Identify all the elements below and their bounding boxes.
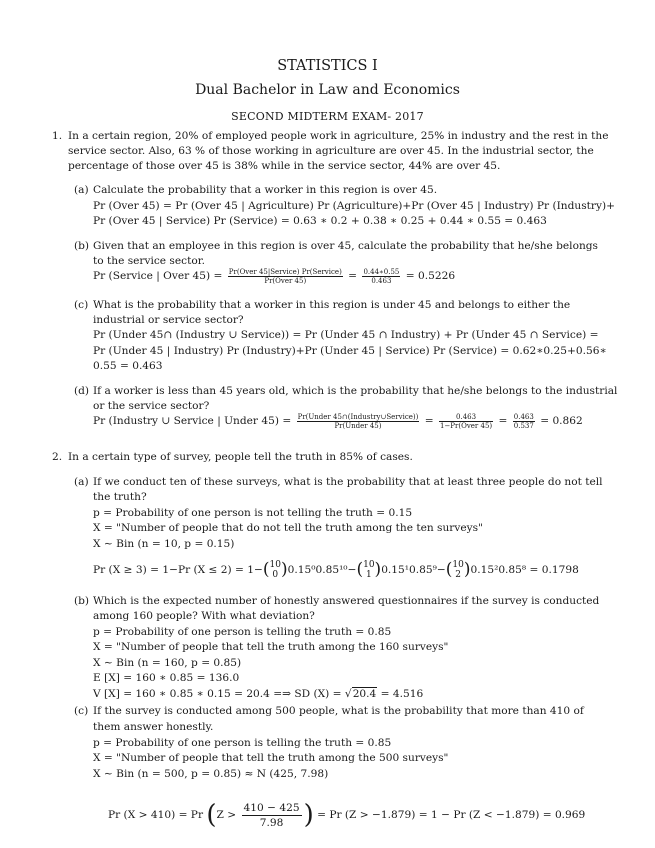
q2a-minus: − <box>436 564 446 576</box>
q1c-answer-line: Pr (Under 45 | Industry) Pr (Industry)+Pr (Under 45 | Service) Pr (Service) = 0.62∗0.25+0.56∗ <box>93 345 607 357</box>
q1c-question-line: industrial or service sector? <box>93 314 244 326</box>
q2a-binom-k: 0 <box>272 570 279 580</box>
q2a-binom-k: 1 <box>365 570 372 580</box>
q2b-variance-lhs: V [X] = 160 ∗ 0.85 ∗ 0.15 = 20.4 =⇒ SD (X) = √ <box>93 688 352 700</box>
q1d-fraction-3 <box>513 413 535 430</box>
q2a-binom-n: 10 <box>269 560 281 570</box>
q1-intro-line: percentage of those over 45 is 38% while in the service sector, 44% are over 45. <box>68 160 501 172</box>
q2c-z: Z > <box>216 809 237 821</box>
q2-intro: In a certain type of survey, people tell the truth in 85% of cases. <box>68 451 413 463</box>
q1b-fraction <box>228 268 343 285</box>
q2b-label: (b) <box>74 595 90 607</box>
q2c-question-line: If the survey is conducted among 500 people, what is the probability that more than 410 of <box>93 705 584 717</box>
q1b-frac-denominator: Pr(Over 45) <box>264 276 307 285</box>
q2c-frac-numerator: 410 − 425 <box>243 801 300 814</box>
q2c-close-paren: ) <box>303 800 314 830</box>
q2a-binomial-0: ( 10 0 ) <box>262 559 288 580</box>
q2b-expectation: E [X] = 160 ∗ 0.85 = 136.0 <box>93 672 240 684</box>
q2c-lhs: Pr (X > 410) = Pr <box>108 809 204 821</box>
q1d-fraction <box>297 413 420 430</box>
q2c-standardization <box>242 801 302 830</box>
q2a-binom-n: 10 <box>452 560 464 570</box>
q2c-distribution: X ∼ Bin (n = 500, p = 0.85) ≈ N (425, 7.98) <box>93 768 329 780</box>
q1a-answer-line: Pr (Over 45 | Service) Pr (Service) = 0.63 ∗ 0.2 + 0.38 ∗ 0.25 + 0.44 ∗ 0.55 = 0.463 <box>93 215 547 227</box>
q2b-question-line: Which is the expected number of honestly answered questionnaires if the survey is conducted <box>93 595 600 607</box>
q1d-frac2-denominator: 1−Pr(Over 45) <box>439 421 493 430</box>
q1b-frac2-denominator: 0.463 <box>371 276 392 285</box>
q1d-equals: = <box>498 415 508 427</box>
q1b-question-line: to the service sector. <box>93 255 205 267</box>
q2a-binom-n: 10 <box>363 560 375 570</box>
q1c-question-line: What is the probability that a worker in this region is under 45 and belongs to either the <box>93 299 571 311</box>
q2b-distribution: X ∼ Bin (n = 160, p = 0.85) <box>93 657 242 669</box>
q2-number: 2. <box>52 451 63 463</box>
q2a-term-2: 0.15²0.85⁸ <box>470 564 527 576</box>
q2a-p-definition: p = Probability of one person is not telling the truth = 0.15 <box>93 507 413 519</box>
q1d-fraction-2 <box>439 413 493 430</box>
q1d-answer <box>93 411 583 431</box>
q1c-label: (c) <box>74 299 89 311</box>
q2a-result: = 0.1798 <box>529 564 579 576</box>
q1d-question-line: or the service sector? <box>93 400 210 412</box>
q1d-label: (d) <box>74 385 90 397</box>
q2a-term-0: 0.15⁰0.85¹⁰ <box>287 564 348 576</box>
q2c-result: = Pr (Z > −1.879) = 1 − Pr (Z < −1.879) = 0.969 <box>317 809 586 821</box>
q1d-frac3-denominator: 0.537 <box>513 421 534 430</box>
q2b-sd-result: = 4.516 <box>377 688 424 700</box>
q2c-p-definition: p = Probability of one person is telling the truth = 0.85 <box>93 737 392 749</box>
q2c-calculation <box>108 799 585 831</box>
q2c-open-paren: ( <box>206 800 217 830</box>
q1d-frac2-numerator: 0.463 <box>439 413 493 422</box>
q1c-answer-line: 0.55 = 0.463 <box>93 360 163 372</box>
q2c-label: (c) <box>74 705 89 717</box>
q1-intro-line: In a certain region, 20% of employed people work in agriculture, 25% in industry and the rest in the <box>68 130 609 142</box>
q2a-distribution: X ∼ Bin (n = 10, p = 0.15) <box>93 538 235 550</box>
q1d-lhs: Pr (Industry ∪ Service | Under 45) = <box>93 415 292 427</box>
course-title: STATISTICS I <box>277 58 378 74</box>
q2a-binomial-2: ( 10 2 ) <box>445 559 471 580</box>
q1d-question-line: If a worker is less than 45 years old, which is the probability that he/she belongs to the industrial <box>93 385 618 397</box>
q1b-frac-numerator: Pr(Over 45|Service) Pr(Service) <box>228 267 342 276</box>
q1d-result: = 0.862 <box>540 415 583 427</box>
q1a-answer-line: Pr (Over 45) = Pr (Over 45 | Agriculture) Pr (Agriculture)+Pr (Over 45 | Industry) Pr (Industry)+ <box>93 200 615 212</box>
q2b-question-line: among 160 people? With what deviation? <box>93 610 315 622</box>
q1d-frac-denominator: Pr(Under 45) <box>334 421 382 430</box>
q1d-equals: = <box>424 415 434 427</box>
q1b-lhs: Pr (Service | Over 45) = <box>93 270 223 282</box>
q1b-answer <box>93 266 455 286</box>
q1b-question-line: Given that an employee in this region is over 45, calculate the probability that he/she belongs <box>93 240 598 252</box>
q2a-term-1: 0.15¹0.85⁹ <box>381 564 437 576</box>
q2a-calc-lhs: Pr (X ≥ 3) = 1−Pr (X ≤ 2) = 1− <box>93 564 263 576</box>
q1d-frac3-numerator: 0.463 <box>513 412 534 421</box>
q2b-p-definition: p = Probability of one person is telling the truth = 0.85 <box>93 626 392 638</box>
q2b-sqrt-radicand: 20.4 <box>352 688 377 700</box>
q1b-result: = 0.5226 <box>405 270 456 282</box>
q1b-fraction-values <box>362 268 400 285</box>
q2b-x-definition: X = "Number of people that tell the truth among the 160 surveys" <box>93 641 449 653</box>
q1-number: 1. <box>52 130 63 142</box>
q1-intro-line: service sector. Also, 63 % of those working in agriculture are over 45. In the industrial sector, the <box>68 145 594 157</box>
q2a-label: (a) <box>74 476 89 488</box>
q2a-x-definition: X = "Number of people that do not tell the truth among the ten surveys" <box>93 522 483 534</box>
q2a-binomial-1: ( 10 1 ) <box>356 559 382 580</box>
q2b-variance <box>93 687 423 701</box>
q2c-x-definition: X = "Number of people that tell the truth among the 500 surveys" <box>93 752 449 764</box>
q2c-frac-denominator: 7.98 <box>259 816 284 829</box>
q2a-question-line: the truth? <box>93 491 147 503</box>
q1b-label: (b) <box>74 240 90 252</box>
q1a-question: Calculate the probability that a worker in this region is over 45. <box>93 184 438 196</box>
q1c-answer-line: Pr (Under 45∩ (Industry ∪ Service)) = Pr (Under 45 ∩ Industry) + Pr (Under 45 ∩ Service) = <box>93 329 599 341</box>
q2c-question-line: them answer honestly. <box>93 721 214 733</box>
q2a-question-line: If we conduct ten of these surveys, what is the probability that at least three people do not tell <box>93 476 603 488</box>
q1b-equals: = <box>348 270 358 282</box>
q1d-frac-numerator: Pr(Under 45∩(Industry∪Service)) <box>297 412 419 421</box>
q1b-frac2-numerator: 0.44∗0.55 <box>363 267 400 276</box>
q2a-binom-k: 2 <box>455 570 461 580</box>
exam-name: SECOND MIDTERM EXAM- 2017 <box>231 110 424 123</box>
q1a-label: (a) <box>74 184 89 196</box>
q2a-minus: − <box>347 564 357 576</box>
q2a-calculation <box>93 557 579 583</box>
degree-subtitle: Dual Bachelor in Law and Economics <box>195 82 460 98</box>
